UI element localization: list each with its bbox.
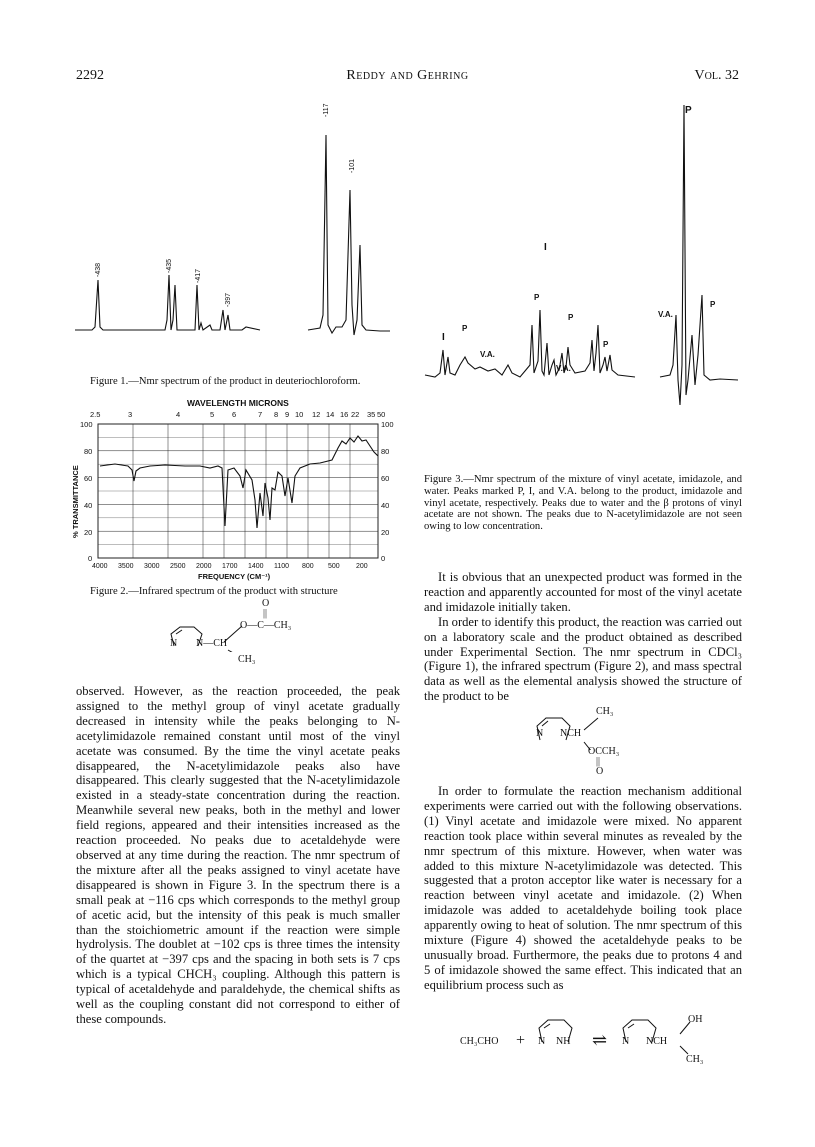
eq-imidazole-n: N — [538, 1036, 546, 1047]
figure1-peak-label: -397 — [225, 292, 232, 307]
figure2-bottom-tick: 2500 — [170, 563, 186, 570]
figure2-x-axis-label: FREQUENCY (CM⁻¹) — [198, 572, 271, 581]
figure2-top-tick: 7 — [258, 410, 263, 419]
figure2-ir-spectrum — [70, 408, 405, 583]
eq-imidazole-nh: NH — [556, 1036, 571, 1047]
figure3-peak-label: I — [442, 332, 445, 343]
figure2-top-tick: 5 — [210, 410, 215, 419]
figure2-top-tick: 35 — [367, 410, 376, 419]
figure2-top-tick: 16 — [340, 410, 349, 419]
struct1-methyl: CH₃ — [238, 654, 256, 665]
right-column-bottom — [424, 784, 742, 993]
struct1-ring-n: N — [170, 638, 178, 649]
paragraph: In order to identify this product, the reaction was carried out on a laboratory scale and the product obtained as described under Experimental Section. The nmr spectrum in CDCl₃ (Figure 1), the infrared spectrum (Figure 2), and mass spectral data as well as the elemental analysis showed the structure of the product to be — [424, 614, 742, 704]
figure1-peak-label: -101 — [349, 158, 356, 173]
figure3-peak-label: P — [568, 313, 574, 322]
right-column-top — [424, 570, 742, 704]
figure2-bottom-tick: 1400 — [248, 563, 264, 570]
figure1-peak-label: -438 — [95, 262, 102, 277]
figure2-right-tick: 80 — [381, 447, 390, 456]
eq-methyl: CH₃ — [686, 1054, 704, 1065]
struct2-double-bond: || — [596, 756, 601, 767]
struct1-oxygen: O — [262, 598, 270, 609]
page-number: 2292 — [76, 68, 104, 83]
figure1-caption: Figure 1.—Nmr spectrum of the product in deuteriochloroform. — [90, 376, 361, 387]
figure3-caption: Figure 3.—Nmr spectrum of the mixture of vinyl acetate, imidazole, and water. Peaks marked P, I, and V.A. belong to the product, imidazole and vinyl acetate, respectively. Peaks due to water and the β protons of vinyl acetate are not shown. The peaks due to N-acetylimidazole are not seen owing to low concentration. — [424, 474, 742, 533]
figure2-top-tick: 50 — [377, 410, 386, 419]
figure3-peak-label: P — [685, 105, 692, 116]
struct2-nch: NCH — [560, 728, 582, 739]
figure2-bottom-tick: 2000 — [196, 563, 212, 570]
figure2-bottom-tick: 3000 — [144, 563, 160, 570]
figure2-top-tick: 10 — [295, 410, 304, 419]
figure3-peak-label: V.A. — [658, 310, 673, 319]
struct1-ester-chain: O—C—CH₃ — [240, 620, 292, 631]
figure2-top-tick: 8 — [274, 410, 279, 419]
figure2-top-tick: 22 — [351, 410, 360, 419]
figure2-bottom-tick: 800 — [302, 563, 314, 570]
figure2-right-tick: 60 — [381, 474, 390, 483]
volume-label: Vol. 32 — [694, 68, 739, 83]
figure2-right-tick: 0 — [381, 554, 386, 563]
figure2-bottom-tick: 3500 — [118, 563, 134, 570]
left-column-text: observed. However, as the reaction proceeded, the peak assigned to the methyl group of vinyl acetate gradually decreased in intensity while the peaks belonging to N-acetylimidazole remained constant until most of the vinyl acetate was consumed. By the time the vinyl acetate peaks disappeared, the N-acetylimidazole peaks also have disappeared. This clearly suggested that the N-acetylimidazole existed in a steady-state concentration during the reaction. Meanwhile several new peaks, both in the methyl and lower field regions, appeared and their intensities increased as the reaction proceeded. No peaks due to acetaldehyde were observed at any time during the reaction. The nmr spectrum of the mixture after all the peaks assigned to vinyl acetate have disappeared is shown in Figure 3. In the spectrum there is a small peak at −116 cps which corresponds to the methyl group of acetic acid, but the intensity of this peak is much smaller than the stoichiometric amount if the reaction were simple hydrolysis. The doublet at −102 cps is three times the intensity of the quartet at −397 cps and the spacing in both sets is 7 cps which is a typical CHCH₃ coupling. Although this pattern is typical of acetaldehyde and paraldehyde, the chemical shifts as well as the coupling constant did not correspond to either of these compounds. — [76, 684, 400, 1026]
eq-product-n: N — [622, 1036, 630, 1047]
figure3-peak-label: P — [603, 340, 609, 349]
figure3-trace-right — [660, 105, 738, 405]
paragraph: In order to formulate the reaction mechanism additional experiments were carried out with the following observations. (1) Vinyl acetate and imidazole were mixed. No apparent reaction took place within several minutes as revealed by the nmr spectrum of this mixture. However, when water was added to this mixture N-acetylimidazole was detected. This suggested that a proton acceptor like water is necessary for a reaction between vinyl acetate and imidazole. (2) When imidazole was added to acetaldehyde boiling took place apparently owing to heat of solution. The nmr spectrum of this mixture (Figure 4) showed the acetaldehyde peaks to be unusually broad. Furthermore, the peaks due to protons 4 and 5 of imidazole showed the same effect. This indicated that an equilibrium process such as — [424, 784, 742, 992]
figure2-top-tick: 2.5 — [90, 410, 101, 419]
figure1-baseline-left — [75, 275, 260, 330]
eq-acetaldehyde: CH₃CHO — [460, 1036, 499, 1047]
structure-product-text — [530, 704, 670, 776]
figure2-left-tick: 100 — [80, 420, 93, 429]
figure1-nmr-spectrum — [70, 95, 400, 370]
figure2-ir-trace — [100, 436, 378, 528]
figure2-top-tick: 6 — [232, 410, 237, 419]
struct2-acetoxy: OCCH₃ — [588, 746, 620, 757]
figure1-peak-label: -417 — [195, 268, 202, 283]
figure3-peak-label: P — [462, 324, 468, 333]
figure2-y-axis-label: % TRANSMITTANCE — [71, 465, 80, 538]
struct2-ring-n: N — [536, 728, 544, 739]
eq-product-nch: NCH — [646, 1036, 668, 1047]
figure2-bottom-tick: 500 — [328, 563, 340, 570]
figure2-right-tick: 40 — [381, 501, 390, 510]
figure2-caption: Figure 2.—Infrared spectrum of the product with structure — [90, 586, 338, 597]
figure2-top-tick: 4 — [176, 410, 181, 419]
figure2-top-tick: 3 — [128, 410, 133, 419]
struct1-n-ch: N—CH — [196, 638, 228, 649]
eq-plus: + — [516, 1032, 526, 1049]
figure2-top-tick: 14 — [326, 410, 335, 419]
figure2-top-tick: 9 — [285, 410, 290, 419]
struct1-double-bond: || — [263, 608, 268, 619]
figure3-peak-label: V.A. — [480, 350, 495, 359]
figure2-left-tick: 80 — [84, 447, 93, 456]
figure1-peak-label: -117 — [323, 103, 330, 117]
figure2-left-tick: 20 — [84, 528, 93, 537]
figure2-right-tick: 20 — [381, 528, 390, 537]
figure3-nmr-spectrum — [420, 95, 750, 405]
paragraph: It is obvious that an unexpected product was formed in the reaction and apparently accounted for most of the vinyl acetate and imidazole initially taken. — [424, 570, 742, 614]
running-title: Reddy and Gehring — [346, 68, 469, 83]
structure-product-fig2 — [164, 598, 324, 678]
figure2-top-axis-title: WAVELENGTH MICRONS — [187, 398, 289, 408]
figure3-peak-label: P — [710, 300, 716, 309]
struct2-methyl: CH₃ — [596, 706, 614, 717]
figure2-left-tick: 60 — [84, 474, 93, 483]
figure3-peak-label: I — [544, 242, 547, 253]
figure2-bottom-tick: 200 — [356, 563, 368, 570]
figure2-bottom-tick: 1100 — [274, 563, 290, 570]
figure2-right-tick: 100 — [381, 420, 394, 429]
eq-hydroxyl: OH — [688, 1014, 703, 1025]
figure2-top-tick: 12 — [312, 410, 321, 419]
eq-equilibrium-arrow: ⇌ — [592, 1030, 608, 1050]
equilibrium-equation — [460, 1014, 720, 1072]
struct2-oxygen: O — [596, 766, 604, 777]
figure2-bottom-tick: 1700 — [222, 563, 238, 570]
figure2-left-tick: 40 — [84, 501, 93, 510]
figure3-peak-label: V.A. — [556, 364, 571, 373]
figure2-bottom-tick: 4000 — [92, 563, 108, 570]
figure3-peak-label: P — [534, 293, 540, 302]
figure2-left-tick: 0 — [88, 554, 93, 563]
figure1-peak-label: -435 — [166, 258, 173, 273]
